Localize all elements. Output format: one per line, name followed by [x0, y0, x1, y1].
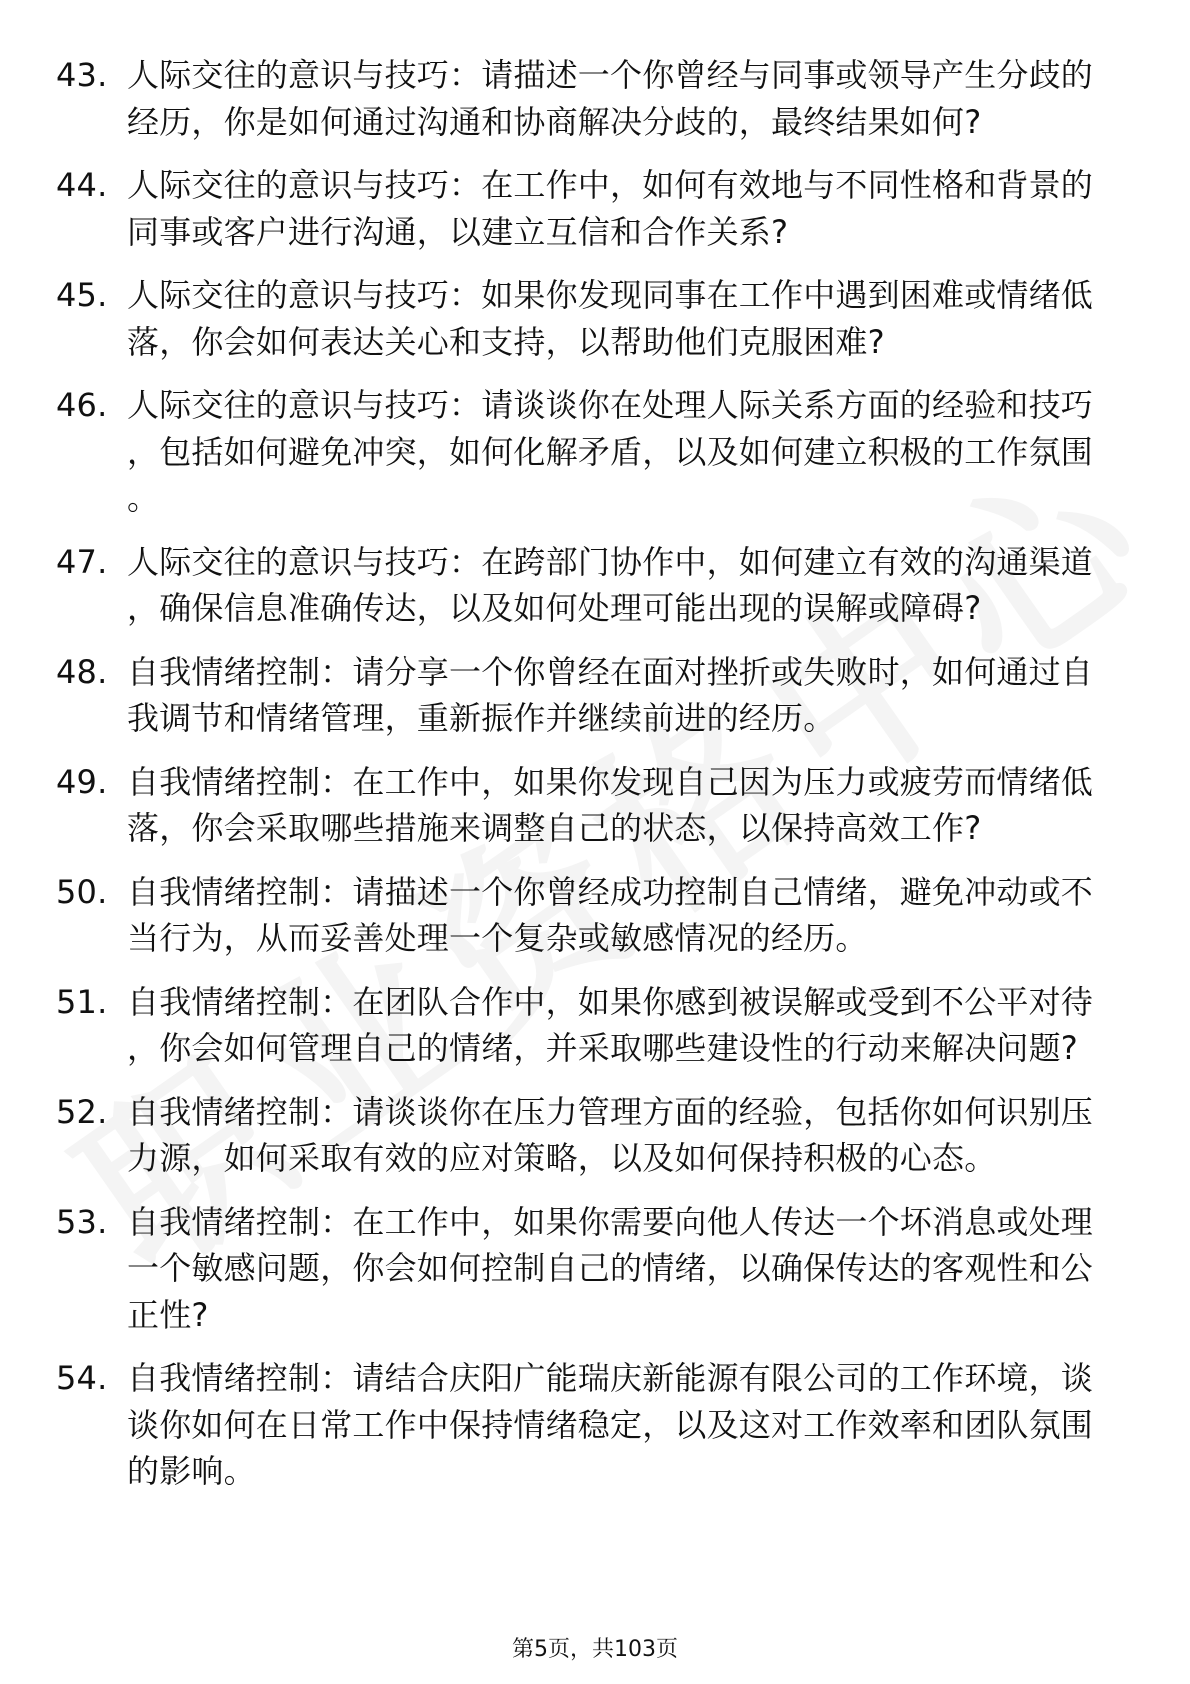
question-number: 48. — [56, 652, 108, 691]
question-number: 45. — [56, 276, 108, 314]
question-text: 自我情绪控制：请谈谈你在压力管理方面的经验，包括你如何识别压力源，如何采取有效的应对策略，以及如何保持积极的心态。 — [127, 1092, 1094, 1177]
question-list — [56, 52, 1108, 1512]
question-item-49 — [56, 759, 1108, 852]
question-number: 52. — [56, 1092, 108, 1131]
page-footer: 第5页，共103页 — [512, 1637, 678, 1662]
question-text: 人际交往的意识与技巧：如果你发现同事在工作中遇到困难或情绪低落，你会如何表达关心和支持，以帮助他们克服困难? — [127, 276, 1094, 361]
question-item-54 — [56, 1355, 1108, 1495]
question-text: 自我情绪控制：请结合庆阳广能瑞庆新能源有限公司的工作环境，谈谈你如何在日常工作中保持情绪稳定，以及这对工作效率和团队氛围的影响。 — [127, 1359, 1094, 1490]
question-number: 51. — [56, 982, 108, 1021]
question-text: 人际交往的意识与技巧：在工作中，如何有效地与不同性格和背景的同事或客户进行沟通，以建立互信和合作关系? — [127, 166, 1094, 251]
question-text: 自我情绪控制：在工作中，如果你发现自己因为压力或疲劳而情绪低落，你会采取哪些措施来调整自己的状态，以保持高效工作? — [127, 762, 1094, 847]
question-text: 人际交往的意识与技巧：请谈谈你在处理人际关系方面的经验和技巧，包括如何避免冲突，如何化解矛盾，以及如何建立积极的工作氛围。 — [127, 386, 1094, 517]
question-text: 人际交往的意识与技巧：请描述一个你曾经与同事或领导产生分歧的经历，你是如何通过沟通和协商解决分歧的，最终结果如何? — [127, 56, 1094, 141]
question-item-50 — [56, 869, 1108, 962]
question-text: 人际交往的意识与技巧：在跨部门协作中，如何建立有效的沟通渠道，确保信息准确传达，以及如何处理可能出现的误解或障碍? — [127, 542, 1094, 627]
question-number: 54. — [56, 1359, 108, 1397]
question-item-51 — [56, 979, 1108, 1072]
question-text: 自我情绪控制：在团队合作中，如果你感到被误解或受到不公平对待，你会如何管理自己的情绪，并采取哪些建设性的行动来解决问题? — [127, 982, 1094, 1067]
question-text: 自我情绪控制：在工作中，如果你需要向他人传达一个坏消息或处理一个敏感问题，你会如何控制自己的情绪，以确保传达的客观性和公正性? — [127, 1202, 1094, 1334]
question-item-45 — [56, 272, 1108, 365]
question-number: 43. — [56, 56, 108, 94]
question-item-47 — [56, 539, 1108, 632]
question-number: 53. — [56, 1202, 108, 1241]
question-number: 49. — [56, 762, 108, 801]
question-number: 44. — [56, 166, 108, 204]
question-number: 50. — [56, 872, 108, 911]
question-item-52 — [56, 1089, 1108, 1182]
question-item-43 — [56, 52, 1108, 145]
question-number: 46. — [56, 386, 108, 424]
question-text: 自我情绪控制：请分享一个你曾经在面对挫折或失败时，如何通过自我调节和情绪管理，重新振作并继续前进的经历。 — [127, 652, 1094, 737]
question-item-53 — [56, 1199, 1108, 1339]
question-item-46 — [56, 382, 1108, 522]
question-item-44 — [56, 162, 1108, 255]
question-number: 47. — [56, 542, 108, 581]
question-item-48 — [56, 649, 1108, 742]
question-text: 自我情绪控制：请描述一个你曾经成功控制自己情绪，避免冲动或不当行为，从而妥善处理一个复杂或敏感情况的经历。 — [127, 872, 1094, 957]
